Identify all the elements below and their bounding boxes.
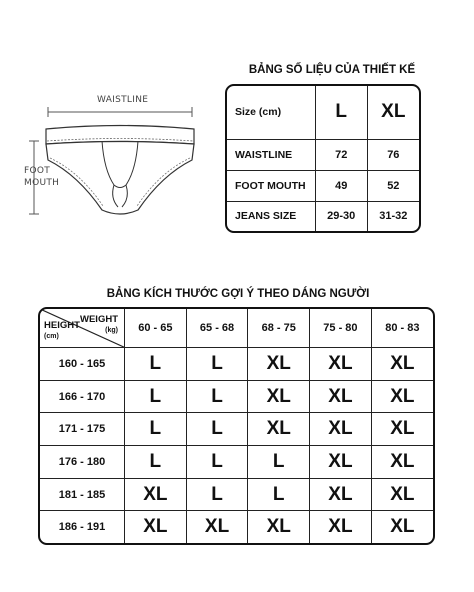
size-cell: L xyxy=(248,446,310,479)
size-cell: L xyxy=(186,478,248,511)
spec-row-jeans-size xyxy=(227,201,419,231)
guide-row xyxy=(40,478,433,511)
size-cell: XL xyxy=(248,413,310,446)
size-cell: XL xyxy=(371,446,433,479)
spec-value: 49 xyxy=(315,170,367,201)
guide-row xyxy=(40,446,433,479)
weight-col-header: 80 - 83 xyxy=(371,309,433,348)
size-cell: L xyxy=(186,380,248,413)
guide-row xyxy=(40,380,433,413)
size-cell: XL xyxy=(371,511,433,543)
size-guide-table xyxy=(38,307,435,545)
spec-header-size-label: Size (cm) xyxy=(227,86,315,139)
weight-col-header: 75 - 80 xyxy=(310,309,372,348)
size-cell: XL xyxy=(248,348,310,381)
spec-value: 29-30 xyxy=(315,201,367,231)
size-cell: XL xyxy=(371,380,433,413)
size-cell: XL xyxy=(310,413,372,446)
height-axis-label: HEIGHT (cm) xyxy=(44,320,80,341)
guide-row xyxy=(40,413,433,446)
size-cell: XL xyxy=(310,380,372,413)
spec-value: 31-32 xyxy=(367,201,419,231)
mouth-label: MOUTH xyxy=(24,178,60,188)
size-cell: XL xyxy=(310,446,372,479)
guide-row xyxy=(40,511,433,543)
size-cell: L xyxy=(248,478,310,511)
brief-underwear-icon xyxy=(0,0,230,230)
foot-label: FOOT xyxy=(24,166,51,176)
height-row-header: 176 - 180 xyxy=(40,446,125,479)
size-cell: XL xyxy=(125,511,187,543)
size-cell: XL xyxy=(248,511,310,543)
height-row-header: 186 - 191 xyxy=(40,511,125,543)
guide-corner-cell xyxy=(40,309,125,348)
size-cell: L xyxy=(125,413,187,446)
spec-row-label: WAISTLINE xyxy=(227,139,315,170)
spec-row-foot-mouth xyxy=(227,170,419,201)
height-row-header: 171 - 175 xyxy=(40,413,125,446)
size-cell: L xyxy=(186,446,248,479)
spec-value: 76 xyxy=(367,139,419,170)
spec-row-label: FOOT MOUTH xyxy=(227,170,315,201)
size-cell: XL xyxy=(125,478,187,511)
size-cell: XL xyxy=(371,348,433,381)
size-cell: XL xyxy=(248,380,310,413)
size-cell: XL xyxy=(186,511,248,543)
spec-row-label: JEANS SIZE xyxy=(227,201,315,231)
size-cell: L xyxy=(125,446,187,479)
size-cell: L xyxy=(125,348,187,381)
spec-header-row xyxy=(227,86,419,139)
height-row-header: 160 - 165 xyxy=(40,348,125,381)
spec-header-size-xl: XL xyxy=(367,86,419,139)
size-cell: L xyxy=(186,413,248,446)
size-cell: XL xyxy=(371,478,433,511)
spec-header-size-l: L xyxy=(315,86,367,139)
spec-value: 52 xyxy=(367,170,419,201)
size-cell: XL xyxy=(310,348,372,381)
waistline-label: WAISTLINE xyxy=(97,95,149,105)
weight-col-header: 68 - 75 xyxy=(248,309,310,348)
weight-col-header: 60 - 65 xyxy=(125,309,187,348)
size-cell: XL xyxy=(310,511,372,543)
spec-table-title: BẢNG SỐ LIỆU CỦA THIẾT KẾ xyxy=(248,64,416,76)
size-cell: L xyxy=(125,380,187,413)
weight-axis-label: WEIGHT (kg) xyxy=(80,314,118,334)
spec-table xyxy=(225,84,421,233)
size-cell: XL xyxy=(310,478,372,511)
size-cell: XL xyxy=(371,413,433,446)
guide-row xyxy=(40,348,433,381)
height-row-header: 181 - 185 xyxy=(40,478,125,511)
size-cell: L xyxy=(186,348,248,381)
spec-value: 72 xyxy=(315,139,367,170)
guide-header-row xyxy=(40,309,433,348)
height-row-header: 166 - 170 xyxy=(40,380,125,413)
weight-col-header: 65 - 68 xyxy=(186,309,248,348)
size-guide-title: BẢNG KÍCH THƯỚC GỢI Ý THEO DÁNG NGƯỜI xyxy=(106,288,370,300)
spec-row-waistline xyxy=(227,139,419,170)
